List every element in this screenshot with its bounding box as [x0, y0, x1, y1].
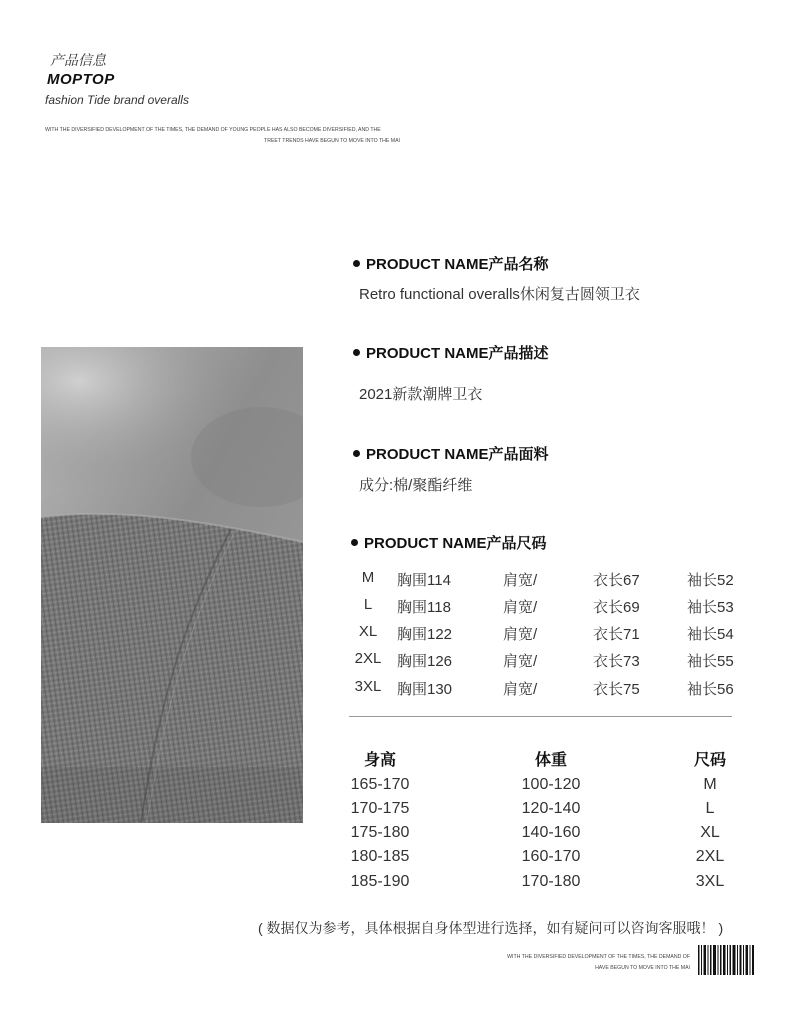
length-value: 衣长75 [593, 681, 640, 698]
bullet-dot-icon [353, 260, 360, 267]
chest-value: 胸围122 [397, 626, 453, 643]
shoulder-value: 肩宽/ [503, 653, 538, 670]
length-value: 衣长69 [593, 599, 640, 616]
bullet-dot-icon [353, 450, 360, 457]
size-label: XL [358, 623, 378, 640]
size-header: 尺码 [693, 752, 726, 769]
chest-value: 胸围130 [397, 681, 453, 698]
size-value: 2XL [695, 848, 725, 865]
weight-value: 160-170 [521, 848, 581, 865]
brand-tagline: fashion Tide brand overalls [45, 93, 189, 107]
height-value: 170-175 [350, 800, 410, 817]
product-name-title: PRODUCT NAME产品名称 [353, 253, 549, 274]
weight-value: 120-140 [521, 800, 581, 817]
size-label: M [361, 569, 375, 586]
shoulder-value: 肩宽/ [503, 626, 538, 643]
product-fabric-text: 成分:棉/聚酯纤维 [359, 477, 473, 494]
length-value: 衣长73 [593, 653, 640, 670]
size-value: M [703, 776, 717, 793]
size-row [0, 678, 790, 700]
shoulder-value: 肩宽/ [503, 681, 538, 698]
length-value: 衣长67 [593, 572, 640, 589]
product-name-text: Retro functional overalls休闲复古圆领卫衣 [359, 286, 640, 303]
chest-value: 胸围114 [397, 572, 451, 589]
bullet-dot-icon [351, 539, 358, 546]
size-value: L [705, 800, 715, 817]
size-row [0, 569, 790, 591]
small-print-footer [470, 952, 690, 974]
sleeve-value: 袖长53 [687, 599, 734, 616]
page-title: 产品信息 [50, 52, 106, 68]
footer-line-1: WITH THE DIVERSIFIED DEVELOPMENT OF THE TIMES, THE DEMAND OF [507, 954, 690, 960]
height-value: 180-185 [350, 848, 410, 865]
bullet-dot-icon [353, 349, 360, 356]
weight-value: 170-180 [521, 873, 581, 890]
sleeve-value: 袖长56 [687, 681, 734, 698]
size-row [0, 596, 790, 618]
length-value: 衣长71 [593, 626, 640, 643]
height-header: 身高 [363, 752, 396, 769]
sleeve-value: 袖长54 [687, 626, 734, 643]
size-value: 3XL [695, 873, 725, 890]
height-value: 185-190 [350, 873, 410, 890]
size-row [0, 623, 790, 645]
size-row [0, 650, 790, 672]
product-desc-title: PRODUCT NAME产品描述 [353, 342, 549, 363]
height-value: 165-170 [350, 776, 410, 793]
brand-name: MOPTOP [47, 71, 115, 88]
size-label: 3XL [354, 678, 382, 695]
sleeve-value: 袖长55 [687, 653, 734, 670]
height-value: 175-180 [350, 824, 410, 841]
chest-value: 胸围118 [397, 599, 451, 616]
small-print-line-2: TREET TRENDS HAVE BEGUN TO MOVE INTO THE MAI [264, 138, 400, 144]
small-print-line-1: WITH THE DIVERSIFIED DEVELOPMENT OF THE TIMES, THE DEMAND OF YOUNG PEOPLE HAS ALSO BECOME DIVERSIFIED, AND THE [45, 127, 381, 133]
size-label: L [363, 596, 373, 613]
size-label: 2XL [354, 650, 382, 667]
weight-value: 140-160 [521, 824, 581, 841]
chest-value: 胸围126 [397, 653, 453, 670]
weight-value: 100-120 [521, 776, 581, 793]
divider [349, 716, 732, 717]
barcode-icon [698, 945, 754, 975]
shoulder-value: 肩宽/ [503, 599, 538, 616]
sleeve-value: 袖长52 [687, 572, 734, 589]
reference-note: ( 数据仅为参考，具体根据自身体型进行选择，如有疑问可以咨询客服哦！ ) [258, 920, 724, 936]
product-size-title: PRODUCT NAME产品尺码 [351, 532, 547, 553]
product-desc-text: 2021新款潮牌卫衣 [359, 386, 483, 403]
product-fabric-title: PRODUCT NAME产品面料 [353, 443, 549, 464]
footer-line-2: HAVE BEGUN TO MOVE INTO THE MAI [595, 965, 690, 971]
small-print-header [45, 125, 400, 147]
shoulder-value: 肩宽/ [503, 572, 538, 589]
size-value: XL [700, 824, 720, 841]
weight-header: 体重 [534, 752, 567, 769]
